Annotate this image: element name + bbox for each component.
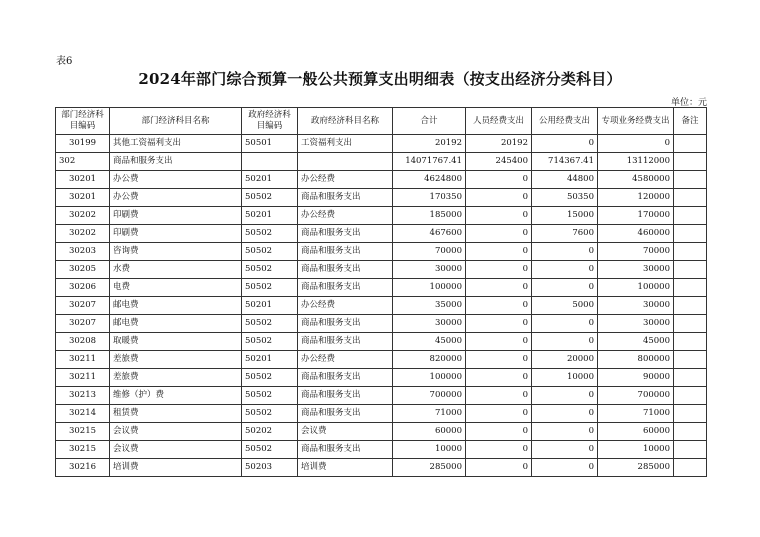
cell-total: 45000 (393, 333, 466, 351)
header-personnel: 人员经费支出 (466, 108, 532, 135)
cell-public: 0 (532, 135, 598, 153)
header-dept-code: 部门经济科目编码 (56, 108, 110, 135)
cell-special: 30000 (598, 261, 674, 279)
cell-gov-code: 50502 (242, 189, 298, 207)
header-row (56, 108, 707, 135)
cell-gov-code: 50501 (242, 135, 298, 153)
cell-name: 邮电费 (110, 315, 242, 333)
header-gov-name: 政府经济科目名称 (298, 108, 393, 135)
table-row (56, 189, 707, 207)
cell-gov-name: 办公经费 (298, 351, 393, 369)
cell-gov-name: 商品和服务支出 (298, 405, 393, 423)
cell-special: 120000 (598, 189, 674, 207)
cell-gov-name: 办公经费 (298, 297, 393, 315)
cell-note (674, 387, 707, 405)
cell-total: 35000 (393, 297, 466, 315)
cell-public: 15000 (532, 207, 598, 225)
cell-total: 170350 (393, 189, 466, 207)
cell-special: 100000 (598, 279, 674, 297)
cell-note (674, 279, 707, 297)
cell-total: 467600 (393, 225, 466, 243)
cell-note (674, 207, 707, 225)
cell-public: 0 (532, 387, 598, 405)
cell-total: 30000 (393, 315, 466, 333)
cell-note (674, 225, 707, 243)
cell-gov-code (242, 153, 298, 171)
table-row (56, 171, 707, 189)
cell-total: 285000 (393, 459, 466, 477)
cell-special: 0 (598, 135, 674, 153)
cell-name: 电费 (110, 279, 242, 297)
cell-public: 0 (532, 459, 598, 477)
cell-code: 302 (56, 153, 110, 171)
cell-name: 租赁费 (110, 405, 242, 423)
cell-gov-name: 会议费 (298, 423, 393, 441)
cell-gov-code: 50502 (242, 333, 298, 351)
table-row (56, 279, 707, 297)
cell-code: 30203 (56, 243, 110, 261)
cell-public: 0 (532, 333, 598, 351)
cell-code: 30211 (56, 351, 110, 369)
cell-personnel: 0 (466, 423, 532, 441)
unit-label: 单位：元 (670, 98, 707, 108)
header-dept-name: 部门经济科目名称 (110, 108, 242, 135)
cell-note (674, 405, 707, 423)
cell-gov-code: 50502 (242, 369, 298, 387)
cell-total: 60000 (393, 423, 466, 441)
cell-total: 30000 (393, 261, 466, 279)
cell-code: 30201 (56, 171, 110, 189)
cell-note (674, 171, 707, 189)
cell-gov-code: 50502 (242, 243, 298, 261)
cell-note (674, 261, 707, 279)
cell-name: 咨询费 (110, 243, 242, 261)
cell-personnel: 0 (466, 243, 532, 261)
table-row (56, 351, 707, 369)
cell-name: 取暖费 (110, 333, 242, 351)
cell-gov-code: 50201 (242, 207, 298, 225)
cell-special: 800000 (598, 351, 674, 369)
cell-name: 差旅费 (110, 369, 242, 387)
cell-gov-name: 工资福利支出 (298, 135, 393, 153)
cell-gov-name: 商品和服务支出 (298, 315, 393, 333)
cell-gov-name: 商品和服务支出 (298, 387, 393, 405)
table-row (56, 261, 707, 279)
cell-special: 10000 (598, 441, 674, 459)
cell-code: 30208 (56, 333, 110, 351)
cell-personnel: 0 (466, 333, 532, 351)
header-total: 合计 (393, 108, 466, 135)
cell-public: 0 (532, 423, 598, 441)
cell-gov-name: 商品和服务支出 (298, 333, 393, 351)
cell-gov-code: 50502 (242, 279, 298, 297)
header-special: 专项业务经费支出 (598, 108, 674, 135)
cell-total: 100000 (393, 279, 466, 297)
cell-name: 会议费 (110, 423, 242, 441)
cell-total: 820000 (393, 351, 466, 369)
cell-total: 185000 (393, 207, 466, 225)
cell-public: 0 (532, 279, 598, 297)
cell-special: 71000 (598, 405, 674, 423)
cell-gov-name: 商品和服务支出 (298, 369, 393, 387)
cell-total: 700000 (393, 387, 466, 405)
page-title: 2024年部门综合预算一般公共预算支出明细表（按支出经济分类科目） (138, 70, 622, 88)
table-row (56, 333, 707, 351)
cell-name: 水费 (110, 261, 242, 279)
cell-note (674, 153, 707, 171)
cell-gov-name (298, 153, 393, 171)
table-row (56, 297, 707, 315)
cell-special: 4580000 (598, 171, 674, 189)
table-row (56, 207, 707, 225)
cell-public: 5000 (532, 297, 598, 315)
cell-note (674, 315, 707, 333)
cell-note (674, 297, 707, 315)
cell-code: 30213 (56, 387, 110, 405)
cell-code: 30207 (56, 315, 110, 333)
cell-gov-code: 50201 (242, 297, 298, 315)
table-row (56, 153, 707, 171)
cell-note (674, 441, 707, 459)
table-row (56, 459, 707, 477)
cell-note (674, 333, 707, 351)
cell-name: 差旅费 (110, 351, 242, 369)
cell-personnel: 0 (466, 387, 532, 405)
cell-special: 60000 (598, 423, 674, 441)
cell-note (674, 243, 707, 261)
table-row (56, 405, 707, 423)
table-row (56, 243, 707, 261)
cell-code: 30205 (56, 261, 110, 279)
cell-total: 100000 (393, 369, 466, 387)
cell-special: 45000 (598, 333, 674, 351)
cell-personnel: 0 (466, 279, 532, 297)
cell-gov-code: 50201 (242, 351, 298, 369)
cell-code: 30206 (56, 279, 110, 297)
cell-special: 170000 (598, 207, 674, 225)
cell-public: 20000 (532, 351, 598, 369)
cell-personnel: 0 (466, 315, 532, 333)
cell-code: 30216 (56, 459, 110, 477)
cell-public: 0 (532, 243, 598, 261)
cell-name: 印刷费 (110, 207, 242, 225)
cell-public: 0 (532, 441, 598, 459)
cell-gov-code: 50502 (242, 261, 298, 279)
cell-gov-code: 50502 (242, 315, 298, 333)
cell-personnel: 245400 (466, 153, 532, 171)
cell-total: 70000 (393, 243, 466, 261)
cell-public: 44800 (532, 171, 598, 189)
cell-name: 邮电费 (110, 297, 242, 315)
cell-special: 13112000 (598, 153, 674, 171)
table-row (56, 135, 707, 153)
cell-name: 办公费 (110, 171, 242, 189)
cell-gov-name: 办公经费 (298, 207, 393, 225)
cell-public: 50350 (532, 189, 598, 207)
cell-public: 0 (532, 261, 598, 279)
cell-personnel: 0 (466, 171, 532, 189)
table-row (56, 369, 707, 387)
cell-public: 0 (532, 405, 598, 423)
cell-personnel: 0 (466, 225, 532, 243)
cell-personnel: 0 (466, 207, 532, 225)
cell-name: 其他工资福利支出 (110, 135, 242, 153)
cell-name: 培训费 (110, 459, 242, 477)
budget-detail-table (55, 107, 707, 477)
cell-note (674, 351, 707, 369)
cell-special: 30000 (598, 315, 674, 333)
cell-name: 办公费 (110, 189, 242, 207)
cell-gov-code: 50201 (242, 171, 298, 189)
cell-code: 30199 (56, 135, 110, 153)
cell-public: 0 (532, 315, 598, 333)
header-public: 公用经费支出 (532, 108, 598, 135)
header-gov-code: 政府经济科目编码 (242, 108, 298, 135)
cell-total: 14071767.41 (393, 153, 466, 171)
cell-personnel: 0 (466, 351, 532, 369)
table-row (56, 387, 707, 405)
cell-code: 30215 (56, 441, 110, 459)
cell-gov-name: 办公经费 (298, 171, 393, 189)
cell-name: 商品和服务支出 (110, 153, 242, 171)
cell-personnel: 0 (466, 297, 532, 315)
cell-name: 印刷费 (110, 225, 242, 243)
cell-total: 71000 (393, 405, 466, 423)
cell-gov-code: 50502 (242, 225, 298, 243)
cell-personnel: 0 (466, 441, 532, 459)
cell-note (674, 369, 707, 387)
cell-gov-code: 50502 (242, 441, 298, 459)
cell-special: 460000 (598, 225, 674, 243)
cell-gov-name: 商品和服务支出 (298, 225, 393, 243)
cell-personnel: 0 (466, 405, 532, 423)
cell-code: 30202 (56, 207, 110, 225)
cell-gov-code: 50502 (242, 387, 298, 405)
cell-special: 70000 (598, 243, 674, 261)
cell-special: 90000 (598, 369, 674, 387)
table-row (56, 225, 707, 243)
cell-code: 30202 (56, 225, 110, 243)
table-row (56, 441, 707, 459)
cell-special: 700000 (598, 387, 674, 405)
cell-total: 10000 (393, 441, 466, 459)
cell-gov-code: 50203 (242, 459, 298, 477)
cell-gov-name: 商品和服务支出 (298, 261, 393, 279)
cell-special: 285000 (598, 459, 674, 477)
cell-note (674, 135, 707, 153)
cell-special: 30000 (598, 297, 674, 315)
cell-gov-code: 50202 (242, 423, 298, 441)
cell-personnel: 0 (466, 261, 532, 279)
cell-note (674, 423, 707, 441)
cell-code: 30211 (56, 369, 110, 387)
cell-public: 7600 (532, 225, 598, 243)
cell-gov-name: 商品和服务支出 (298, 441, 393, 459)
cell-gov-name: 商品和服务支出 (298, 279, 393, 297)
cell-name: 会议费 (110, 441, 242, 459)
table-number-label: 表6 (56, 56, 73, 67)
cell-name: 维修（护）费 (110, 387, 242, 405)
cell-public: 714367.41 (532, 153, 598, 171)
cell-personnel: 0 (466, 189, 532, 207)
cell-gov-name: 培训费 (298, 459, 393, 477)
cell-code: 30201 (56, 189, 110, 207)
cell-code: 30214 (56, 405, 110, 423)
cell-gov-name: 商品和服务支出 (298, 243, 393, 261)
cell-gov-name: 商品和服务支出 (298, 189, 393, 207)
cell-personnel: 20192 (466, 135, 532, 153)
table-row (56, 423, 707, 441)
cell-personnel: 0 (466, 459, 532, 477)
cell-note (674, 459, 707, 477)
cell-total: 20192 (393, 135, 466, 153)
cell-personnel: 0 (466, 369, 532, 387)
cell-code: 30207 (56, 297, 110, 315)
header-note: 备注 (674, 108, 707, 135)
cell-public: 10000 (532, 369, 598, 387)
cell-total: 4624800 (393, 171, 466, 189)
cell-gov-code: 50502 (242, 405, 298, 423)
table-row (56, 315, 707, 333)
cell-code: 30215 (56, 423, 110, 441)
cell-note (674, 189, 707, 207)
